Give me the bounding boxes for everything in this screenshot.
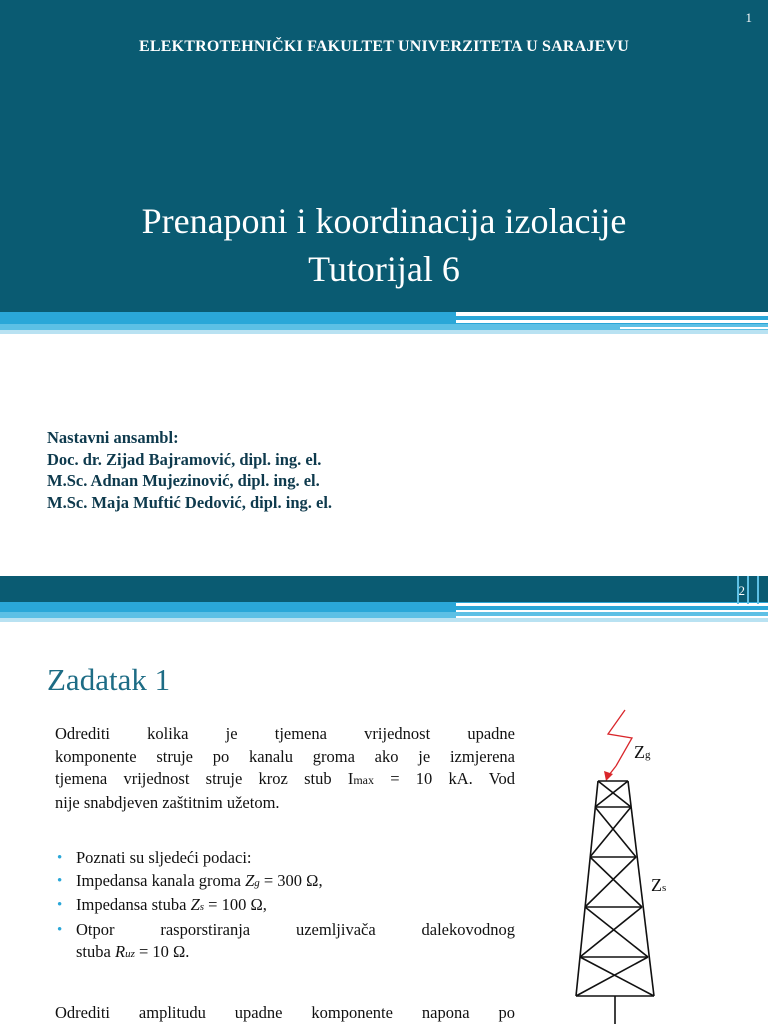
header-stripes bbox=[0, 602, 768, 630]
text-line: komponente struje po kanalu groma ako je izmjerena bbox=[55, 746, 515, 766]
tower-structure bbox=[576, 781, 654, 1024]
zg-label: Zg bbox=[634, 742, 651, 762]
page-number: 2 bbox=[738, 583, 745, 598]
page-number: 1 bbox=[745, 10, 752, 25]
slide-2 bbox=[0, 576, 768, 1024]
subscript-max: max bbox=[353, 773, 374, 787]
header-corner-lines bbox=[728, 576, 768, 606]
authors-heading: Nastavni ansambl: bbox=[47, 428, 179, 447]
list-item: • Poznati su sljedeći podaci: bbox=[55, 847, 515, 870]
list-item: • Otpor rasporstiranja uzemljivača dalekovodnog stuba Ruz = 10 Ω. bbox=[55, 919, 515, 966]
closing-text bbox=[55, 1002, 515, 1024]
given-data-list bbox=[55, 847, 515, 966]
tower-diagram bbox=[540, 696, 700, 1024]
text-line bbox=[55, 768, 515, 792]
institution-name: ELEKTROTEHNIČKI FAKULTET UNIVERZITETA U SARAJEVU bbox=[138, 38, 629, 55]
text-segment: tjemena vrijednost struje kroz stub I bbox=[55, 769, 354, 788]
text-line: Odrediti kolika je tjemena vrijednost upadne bbox=[55, 724, 515, 743]
header-stripes bbox=[0, 310, 768, 350]
text-segment: = 10 kA. Vod bbox=[374, 769, 515, 788]
task-description bbox=[55, 723, 515, 814]
slide-title: Zadatak 1 bbox=[47, 662, 171, 697]
author-item: M.Sc. Adnan Mujezinović, dipl. ing. el. bbox=[47, 471, 320, 490]
slide-2-header bbox=[0, 576, 768, 604]
text-line: Odrediti amplitudu upadne komponente napona po bbox=[55, 1003, 515, 1022]
list-item: • Impedansa kanala groma Zg = 300 Ω, bbox=[55, 870, 515, 895]
text-line: nije snabdjeven zaštitnim užetom. bbox=[55, 792, 280, 812]
authors-block bbox=[47, 427, 332, 513]
list-item: • Impedansa stuba Zs = 100 Ω, bbox=[55, 894, 515, 919]
lightning-icon bbox=[604, 710, 632, 781]
author-item: Doc. dr. Zijad Bajramović, dipl. ing. el. bbox=[47, 449, 322, 469]
presentation-title: Prenaponi i koordinacija izolacije bbox=[141, 201, 627, 241]
author-item: M.Sc. Maja Muftić Dedović, dipl. ing. el. bbox=[47, 492, 333, 512]
presentation-subtitle: Tutorijal 6 bbox=[308, 249, 460, 289]
zs-label: Zs bbox=[651, 875, 667, 895]
